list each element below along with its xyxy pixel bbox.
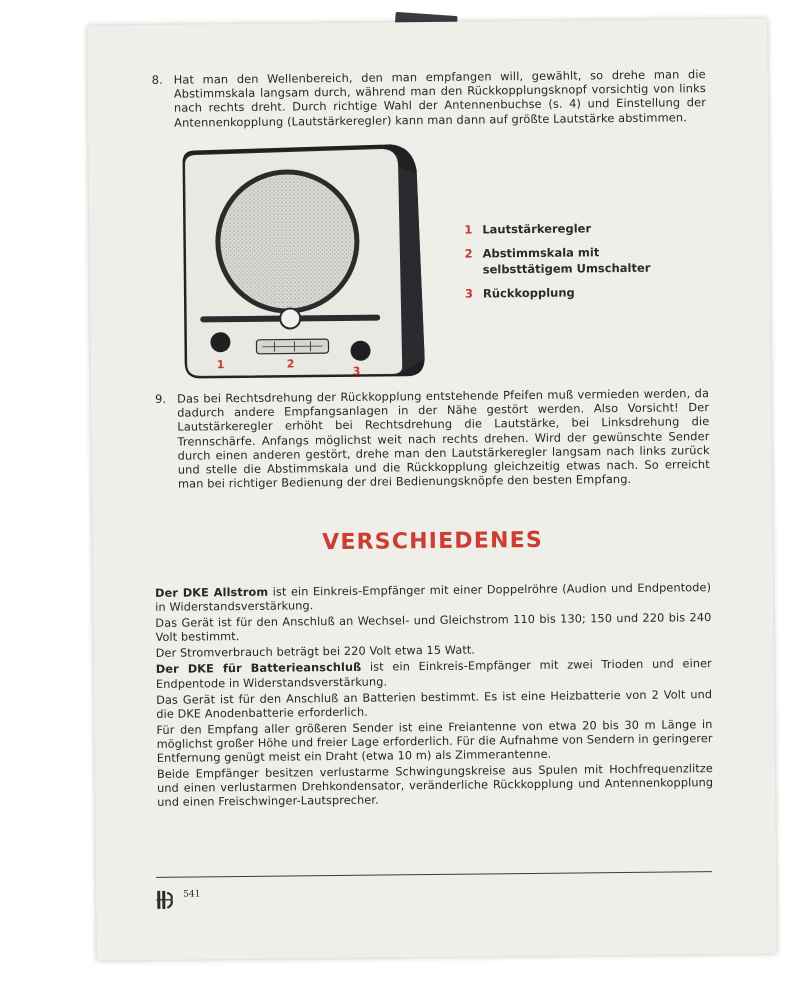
misc-section [155,581,713,812]
page-number: 541 [183,889,201,900]
paragraph [156,658,712,692]
callout-1: 1 [216,358,225,372]
legend-item [464,219,684,237]
instruction-sheet [87,18,777,960]
step-8-text: Hat man den Wellenbereich, den man empfangen will, gewählt, so drehe man die Abstimmskala langsam durch, während man den Rückkopplungsknopf vorsichtig von links nach rechts dreht. Durch richtige Wahl der Antennenbuchse (s. 4) und Einstellung der Antennenkopplung (Lautstärkeregler) kann man dann auf größte Lautstärke abstimmen. [173,67,707,130]
radio-illustration [176,140,429,393]
paragraph: Beide Empfänger besitzen verlustarme Schwingungskreise aus Spulen mit Hochfrequenzlitze und einen verlustarmen Drehkondensator, veränderliche Rückkopplung und Antennenkopplung und einen Freischwinger-Lautsprecher. [156,762,714,810]
paragraph-text: ist ein Einkreis-Empfänger mit einer Doppelröhre (Audion und Endpentode) in Widerstandsverstärkung. [155,581,712,614]
bold-term: Der DKE Allstrom [155,585,269,600]
legend-label: Rückkopplung [482,285,575,301]
legend-item [464,243,684,277]
legend-label: Abstimmskala mit selbsttätigem Umschalter [482,245,651,277]
callout-2: 2 [286,357,295,371]
footer-rule [156,871,712,878]
step-9-text: Das bei Rechtsdrehung der Rückkopplung entstehende Pfeifen muß vermieden werden, da dadurch andere Empfangsanlagen in der Nähe gestört werden. Also Vorsicht! Der Lautstärkeregler erhöht bei Rechtsdrehung die Lautstärke, bei Linksdrehung die Trennschärfe. Anfangs möglichst weit nach rechts drehen. Wird der gewünschte Sender durch einen anderen gestört, drehe man den Lautstärkeregler langsam nach links zurück und stelle die Abstimmskala und die Rückkopplung gleichzeitig etwas nach. So erreicht man bei richtiger Bedienung der drei Bedienungsknöpfe den besten Empfang. [176,386,710,491]
legend-number: 1 [464,222,473,237]
paragraph: Der Stromverbrauch beträgt bei 220 Volt etwa 15 Watt. [155,643,476,661]
legend-number: 3 [464,286,474,301]
step-9 [154,386,710,491]
paragraph: Für den Empfang aller größeren Sender ist eine Freiantenne von etwa 20 bis 30 m Länge in möglichst großer Höhe und freier Lage erforderlich. Für die Aufnahme von Sendern in geringerer Entfernung genügt meist ein Draht (etwa 10 m) als Zimmerantenne. [156,717,713,765]
step-8-number: 8. [151,72,163,87]
paragraph-text: ist ein Einkreis-Empfänger mit zwei Trioden und einer Endpentode in Widerstandsverstärkung. [155,657,712,691]
legend-number: 2 [464,246,473,261]
legend-label: Lautstärkeregler [482,221,592,237]
step-9-number: 9. [154,391,167,406]
figure-legend [464,219,685,309]
publisher-logo-icon [156,889,174,911]
paragraph [155,581,711,615]
step-8 [151,67,707,130]
callout-3: 3 [352,364,361,378]
paragraph: Das Gerät ist für den Anschluß an Batterien bestimmt. Es ist eine Heizbatterie von 2 Volt und die DKE Anodenbatterie erforderlich. [156,687,713,721]
paragraph: Das Gerät ist für den Anschluß an Wechsel- und Gleichstrom 110 bis 130; 150 und 220 bis 240 Volt bestimmt. [155,611,712,645]
bold-term: Der DKE für Batterieanschluß [155,661,362,677]
section-heading: VERSCHIEDENES [322,527,544,556]
legend-item [465,283,685,301]
